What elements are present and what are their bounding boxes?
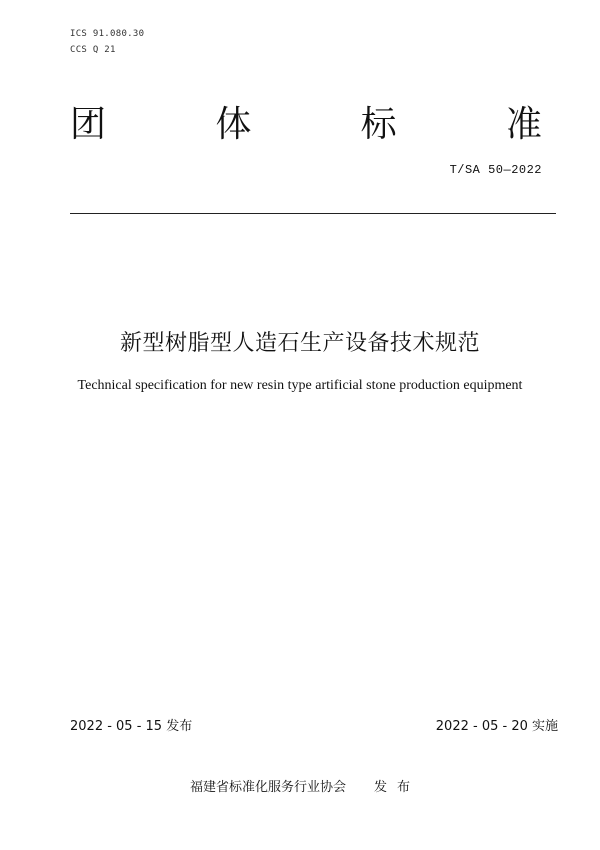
doc-type-char-1: 团 [70, 104, 107, 145]
publisher-name: 福建省标准化服务行业协会 [190, 780, 347, 795]
standard-number: T/SA 50—2022 [449, 163, 542, 177]
header-divider [70, 213, 556, 214]
doc-type-char-4: 准 [505, 104, 542, 145]
chinese-title: 新型树脂型人造石生产设备技术规范 [119, 331, 480, 356]
doc-type-char-3: 标 [360, 104, 397, 145]
implementation-date: 2022 - 05 - 20 实施 [435, 719, 558, 734]
doc-type-char-2: 体 [215, 104, 252, 145]
ics-code: ICS 91.080.30 [70, 29, 145, 39]
ccs-code: CCS Q 21 [70, 45, 116, 55]
document-type-heading [70, 100, 542, 150]
publisher-action: 发布 [374, 780, 421, 795]
english-title: Technical specification for new resin type artificial stone production equipment [77, 378, 523, 393]
publisher-line [190, 776, 420, 795]
issue-date: 2022 - 05 - 15 发布 [70, 719, 193, 734]
